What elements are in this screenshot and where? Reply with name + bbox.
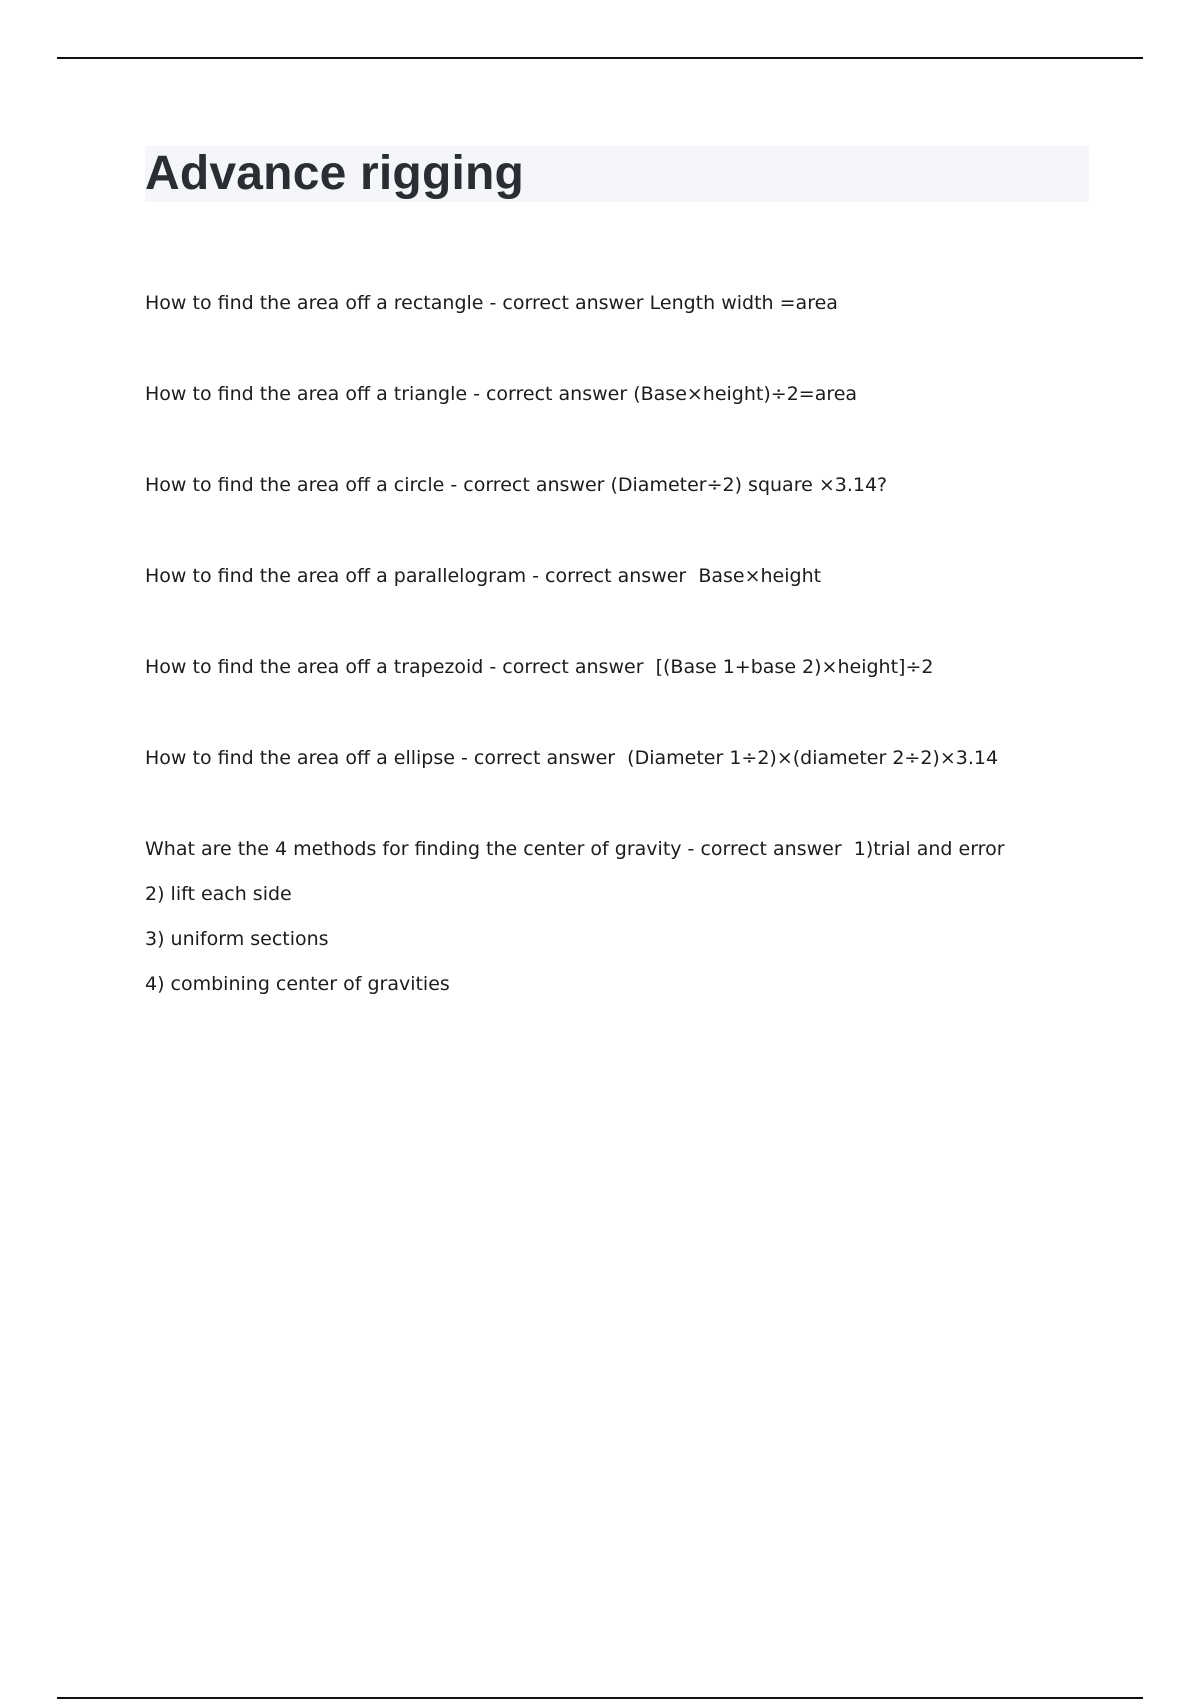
qa-answer-line-3: 3) uniform sections xyxy=(145,928,329,950)
qa-list xyxy=(145,292,1105,995)
qa-answer-line-4: 4) combining center of gravities xyxy=(145,973,450,995)
qa-item-trapezoid: How to find the area off a trapezoid - correct answer [(Base 1+base 2)×height]÷2 xyxy=(145,656,934,678)
bottom-divider xyxy=(57,1697,1143,1699)
qa-item-rectangle: How to find the area off a rectangle - correct answer Length width =area xyxy=(145,292,838,314)
qa-answer-line-2: 2) lift each side xyxy=(145,883,292,905)
qa-item-center-of-gravity xyxy=(145,838,1105,995)
qa-item-ellipse: How to find the area off a ellipse - correct answer (Diameter 1÷2)×(diameter 2÷2)×3.14 xyxy=(145,747,999,769)
qa-item-triangle: How to find the area off a triangle - correct answer (Base×height)÷2=area xyxy=(145,383,858,405)
qa-item-circle: How to find the area off a circle - correct answer (Diameter÷2) square ×3.14? xyxy=(145,474,888,496)
qa-item-parallelogram: How to find the area off a parallelogram - correct answer Base×height xyxy=(145,565,822,587)
page-title: Advance rigging xyxy=(145,147,525,200)
top-divider xyxy=(57,57,1143,59)
qa-question-center-of-gravity: What are the 4 methods for finding the center of gravity - correct answer 1)trial and error xyxy=(145,838,1005,860)
